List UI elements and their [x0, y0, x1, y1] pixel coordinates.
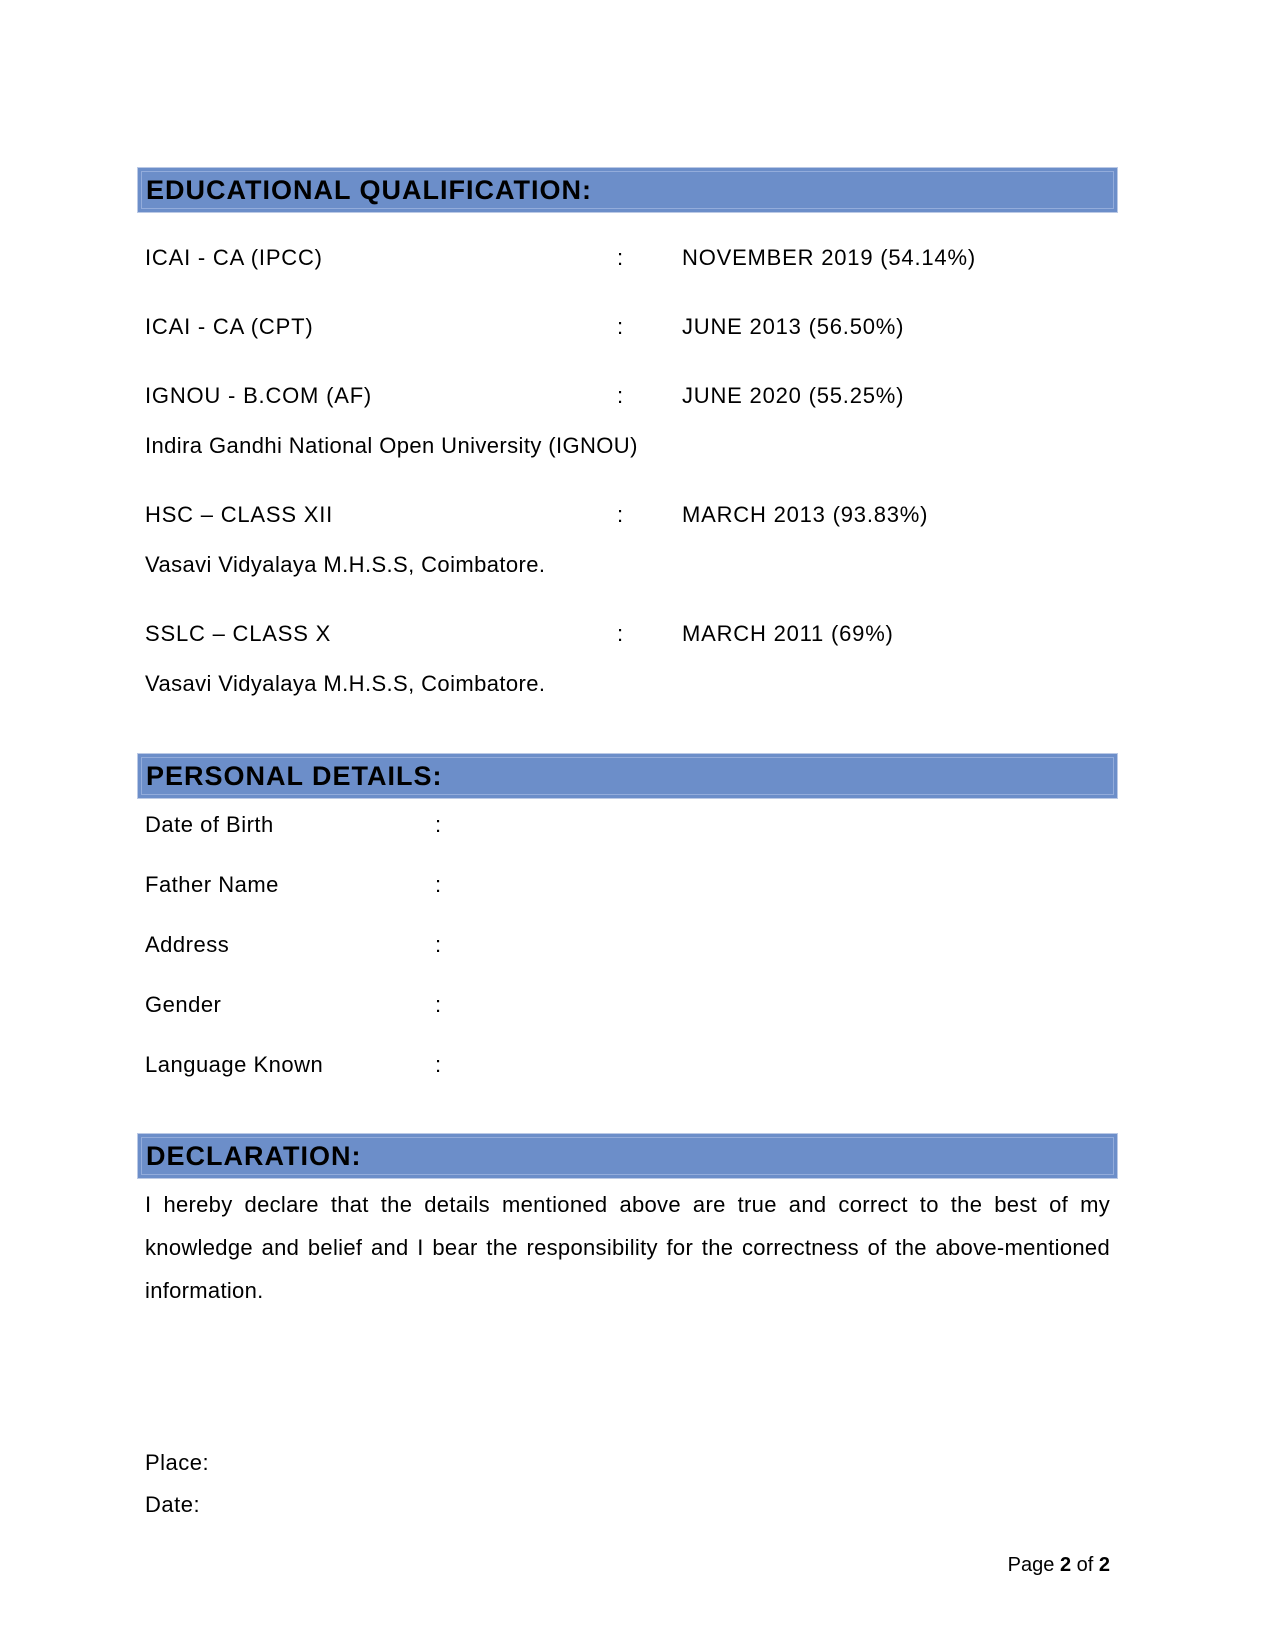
- colon-separator: :: [617, 383, 624, 408]
- field-label: Date of Birth: [145, 812, 274, 837]
- colon-separator: :: [617, 314, 624, 339]
- colon-separator: :: [617, 502, 624, 527]
- personal-details-section-header: [137, 753, 1118, 799]
- personal-details-heading: PERSONAL DETAILS:: [146, 761, 443, 791]
- colon-separator: :: [617, 245, 624, 270]
- colon-separator: :: [435, 992, 442, 1017]
- education-row: [145, 502, 1110, 527]
- education-row: [145, 245, 1110, 270]
- declaration-section-header: [137, 1133, 1118, 1179]
- education-heading: EDUCATIONAL QUALIFICATION:: [146, 175, 592, 205]
- field-value: [475, 932, 1110, 957]
- qualification-label: ICAI - CA (CPT): [145, 314, 314, 339]
- qualification-value: JUNE 2013 (56.50%): [682, 314, 905, 339]
- personal-details-list: [145, 799, 1110, 1077]
- field-value: [475, 1052, 1110, 1077]
- qualification-value: MARCH 2013 (93.83%): [682, 502, 929, 527]
- qualification-label: HSC – CLASS XII: [145, 502, 334, 527]
- qualification-label: ICAI - CA (IPCC): [145, 245, 323, 270]
- institution-note: Vasavi Vidyalaya M.H.S.S, Coimbatore.: [145, 671, 546, 696]
- personal-field: [145, 1052, 1110, 1077]
- field-label: Address: [145, 932, 230, 957]
- institution-note: Indira Gandhi National Open University (IGNOU): [145, 433, 638, 458]
- personal-field: [145, 812, 1110, 837]
- field-value: [475, 872, 1110, 897]
- education-list: [145, 245, 1110, 696]
- field-label: Language Known: [145, 1052, 324, 1077]
- field-label: Gender: [145, 992, 222, 1017]
- education-item: [145, 314, 1110, 339]
- qualification-label: IGNOU - B.COM (AF): [145, 383, 373, 408]
- education-row: [145, 383, 1110, 408]
- page-footer: [145, 1553, 1110, 1578]
- field-label: Father Name: [145, 872, 279, 897]
- field-value: [475, 812, 1110, 837]
- colon-separator: :: [617, 621, 624, 646]
- field-value: [475, 992, 1110, 1017]
- qualification-value: NOVEMBER 2019 (54.14%): [682, 245, 976, 270]
- date-label: Date:: [145, 1492, 201, 1517]
- colon-separator: :: [435, 872, 442, 897]
- education-item: [145, 383, 1110, 458]
- education-row: [145, 314, 1110, 339]
- qualification-value: MARCH 2011 (69%): [682, 621, 894, 646]
- education-item: [145, 502, 1110, 577]
- declaration-heading: DECLARATION:: [146, 1141, 362, 1171]
- colon-separator: :: [435, 812, 442, 837]
- footer-page-number: 2: [1059, 1554, 1072, 1576]
- colon-separator: :: [435, 932, 442, 957]
- personal-field: [145, 992, 1110, 1017]
- footer-of-word: of: [1076, 1554, 1094, 1576]
- colon-separator: :: [435, 1052, 442, 1077]
- education-item: [145, 245, 1110, 270]
- education-section-header: [137, 167, 1118, 213]
- place-label: Place:: [145, 1450, 210, 1475]
- education-item: [145, 621, 1110, 696]
- personal-field: [145, 932, 1110, 957]
- personal-field: [145, 872, 1110, 897]
- signoff-block: [145, 1442, 1110, 1526]
- institution-note: Vasavi Vidyalaya M.H.S.S, Coimbatore.: [145, 552, 546, 577]
- footer-page-word: Page: [1007, 1554, 1055, 1576]
- footer-page-total: 2: [1098, 1554, 1110, 1576]
- qualification-label: SSLC – CLASS X: [145, 621, 332, 646]
- declaration-paragraph: I hereby declare that the details mentioned above are true and correct to the best of my knowledge and belief and I bear the responsibility for the correctness of the above-mentioned information.: [145, 1192, 1110, 1303]
- qualification-value: JUNE 2020 (55.25%): [682, 383, 905, 408]
- education-row: [145, 621, 1110, 646]
